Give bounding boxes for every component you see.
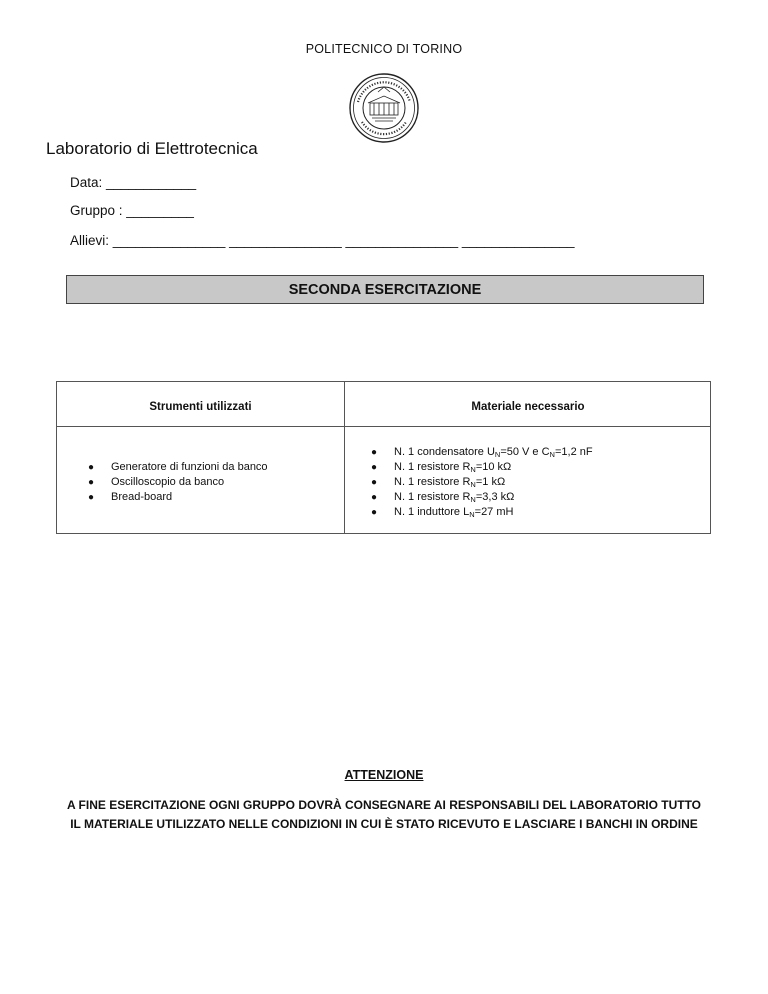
exercise-title: SECONDA ESERCITAZIONE — [288, 281, 482, 298]
bullet-icon: ● — [88, 462, 95, 473]
bullet-icon: ● — [88, 477, 95, 488]
materials-header: Materiale necessario — [471, 401, 585, 413]
material-item — [368, 460, 593, 475]
instruments-list — [85, 460, 268, 505]
bullet-icon: ● — [371, 447, 378, 458]
instrument-label: Bread-board — [111, 491, 173, 503]
instrument-item — [85, 490, 268, 505]
bullet-icon: ● — [371, 507, 378, 518]
bullet-icon: ● — [371, 492, 378, 503]
date-field: Data: ____________ — [70, 175, 197, 190]
university-seal-icon — [348, 72, 420, 144]
material-item — [368, 505, 593, 520]
material-label: N. 1 condensatore $U_N=50$ V e $C_N=1,2$ nF — [394, 446, 593, 459]
instrument-label: Generatore di funzioni da banco — [111, 461, 268, 473]
table-row-divider — [57, 426, 710, 427]
institution-name: POLITECNICO DI TORINO — [305, 42, 463, 56]
instruments-header: Strumenti utilizzati — [149, 401, 252, 413]
students-field: Allievi: _______________ _______________ _______________ _______________ — [70, 233, 575, 248]
material-label: N. 1 induttore $L_N=27$ mH — [394, 506, 514, 519]
material-label: N. 1 resistore $R_N=10$ kΩ — [394, 461, 512, 474]
equipment-table — [56, 381, 711, 534]
bullet-icon: ● — [371, 462, 378, 473]
instrument-item — [85, 475, 268, 490]
exercise-banner — [66, 275, 704, 304]
bullet-icon: ● — [371, 477, 378, 488]
instrument-item — [85, 460, 268, 475]
notice-body: A FINE ESERCITAZIONE OGNI GRUPPO DOVRÀ CONSEGNARE AI RESPONSABILI DEL LABORATORIO TUTTO IL MATERIALE UTILIZZATO NELLE CONDIZIONI IN CUI È STATO RICEVUTO E LASCIARE I BANCHI IN ORDINE — [66, 798, 702, 831]
notice-title: ATTENZIONE — [344, 768, 424, 782]
materials-list — [368, 445, 593, 520]
group-field: Gruppo : _________ — [70, 203, 194, 218]
material-label: N. 1 resistore $R_N=1$ kΩ — [394, 476, 506, 489]
lab-title: Laboratorio di Elettrotecnica — [46, 139, 258, 158]
material-item — [368, 490, 593, 505]
material-label: N. 1 resistore $R_N=3,3$ kΩ — [394, 491, 515, 504]
material-item — [368, 475, 593, 490]
bullet-icon: ● — [88, 492, 95, 503]
instrument-label: Oscilloscopio da banco — [111, 476, 225, 488]
material-item — [368, 445, 593, 460]
